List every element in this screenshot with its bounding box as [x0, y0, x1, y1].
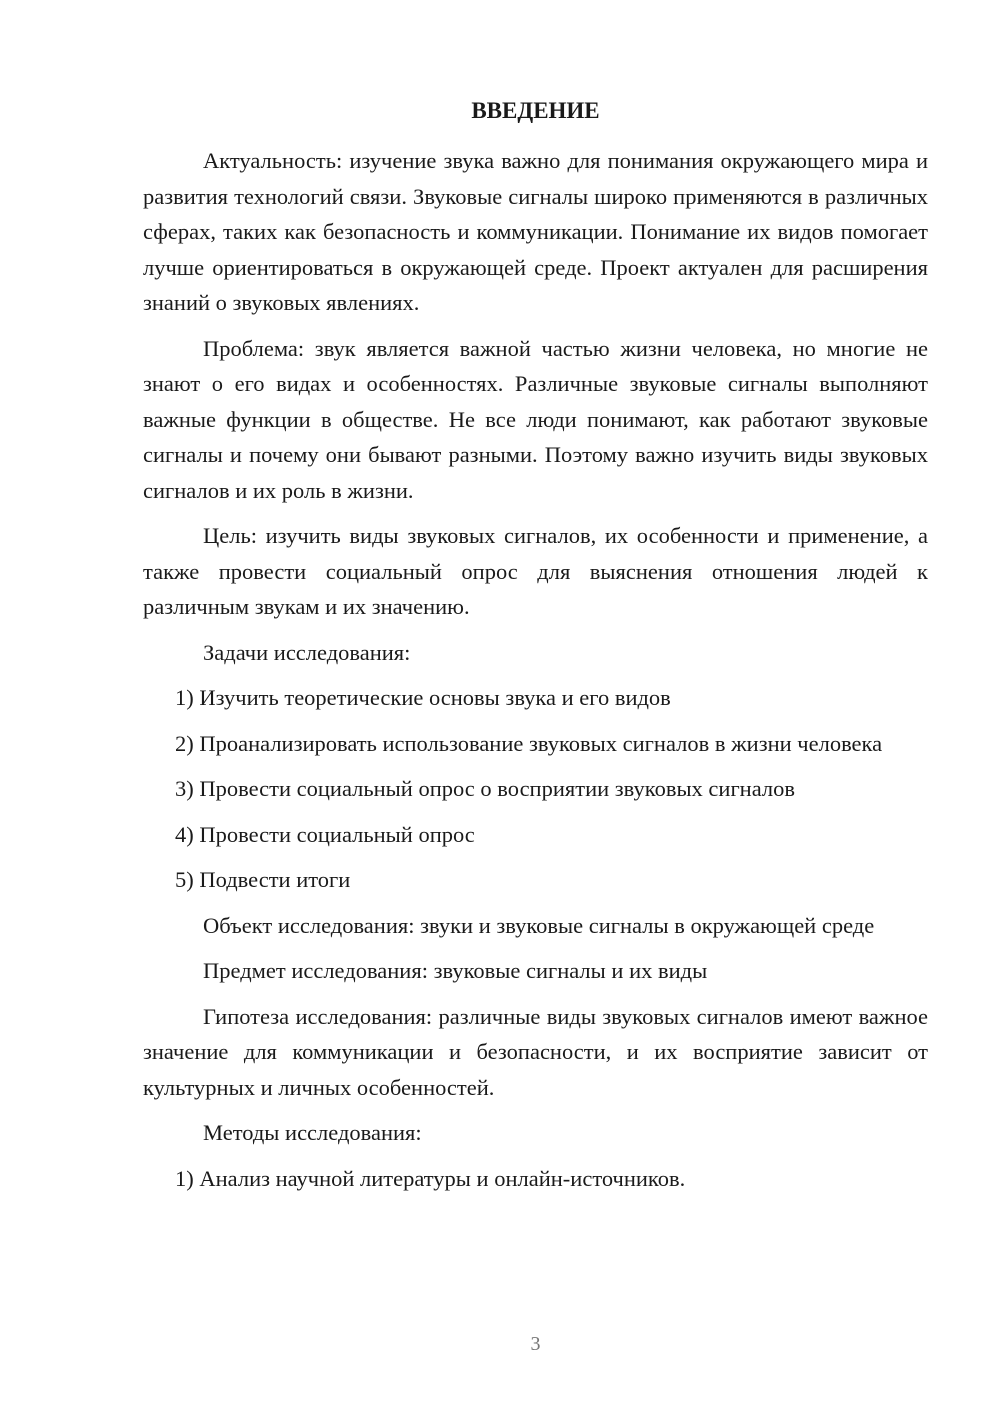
paragraph-relevance: Актуальность: изучение звука важно для понимания окружающего мира и развития технологий связи. Звуковые сигналы широко применяются в различных сферах, таких как безопасность и коммуникации. Понимание их видов помогает лучше ориентироваться в окружающей среде. Проект актуален для расширения знаний о звуковых явлениях. — [143, 148, 928, 315]
page-number: 3 — [530, 1333, 541, 1355]
task-item-2: 2) Проанализировать использование звуковых сигналов в жизни человека — [175, 730, 883, 756]
paragraph-problem: Проблема: звук является важной частью жизни человека, но многие не знают о его видах и особенностях. Различные звуковые сигналы выполняют важные функции в обществе. Не все люди понимают, как работают звуковые сигналы и почему они бывают разными. Поэтому важно изучить виды звуковых сигналов и их роль в жизни. — [143, 335, 928, 503]
body-text — [143, 143, 928, 1196]
method-item-1: 1) Анализ научной литературы и онлайн-источников. — [175, 1165, 686, 1191]
task-item-5: 5) Подвести итоги — [175, 867, 351, 892]
task-item-4: 4) Провести социальный опрос — [175, 821, 475, 847]
task-item-1: 1) Изучить теоретические основы звука и его видов — [175, 685, 671, 710]
paragraph-tasks-heading: Задачи исследования: — [203, 639, 411, 665]
paragraph-subject: Предмет исследования: звуковые сигналы и их виды — [203, 958, 708, 983]
section-title: ВВЕДЕНИЕ — [471, 98, 600, 123]
document-page — [143, 0, 928, 1414]
task-item-3: 3) Провести социальный опрос о восприятии звуковых сигналов — [175, 776, 796, 801]
paragraph-hypothesis: Гипотеза исследования: различные виды звуковых сигналов имеют важное значение для коммуникации и безопасности, и их восприятие зависит от культурных и личных особенностей. — [143, 1003, 928, 1100]
paragraph-goal: Цель: изучить виды звуковых сигналов, их особенности и применение, а также провести социальный опрос для выяснения отношения людей к различным звукам и их значению. — [143, 523, 928, 619]
paragraph-methods-heading: Методы исследования: — [203, 1120, 422, 1145]
paragraph-object: Объект исследования: звуки и звуковые сигналы в окружающей среде — [203, 912, 875, 938]
